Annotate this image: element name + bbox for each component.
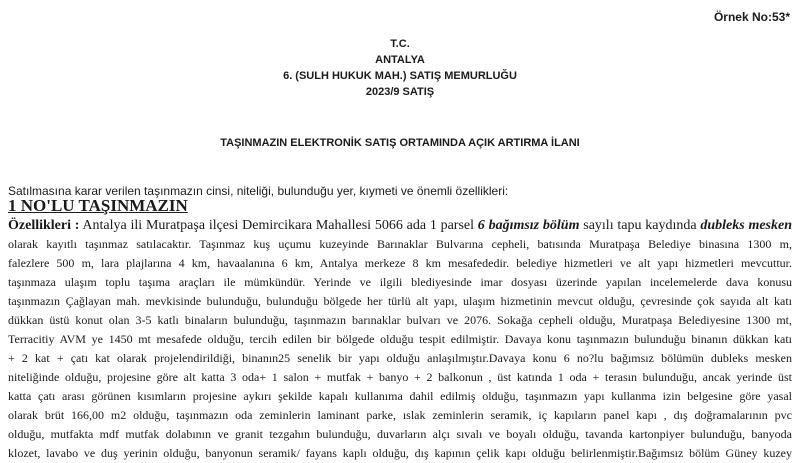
header-line: 6. (SULH HUKUK MAH.) SATIŞ MEMURLUĞU — [283, 70, 517, 82]
sample-number: Örnek No:53* — [713, 10, 790, 24]
description-line: klozet, lavabo ve duş yerinin olduğu, banyonun seramik/ fayans kaplı olduğu, dış kapının çelik kapı olduğu belirlenmiştir.Bağımsız bölüm Güney kuzey — [8, 446, 792, 460]
header-line: ANTALYA — [375, 54, 425, 66]
description-text: sayılı tapu kaydında — [579, 218, 701, 233]
description-line — [8, 216, 792, 235]
description-line: falezlere 500 m, lara plajlarına 4 km, havaalanına 6 km, Antalya merkeze 8 km mesafededir. belediye hizmetleri ve alt yapı hizmetleri mevcuttur. — [8, 256, 792, 270]
description-line: taşınmazın Çağlayan mah. mevkisinde bulunduğu, bulunduğu bölgede her türlü alt yapı, ulaşım hizmetinin mevcut olduğu, çevresinde çok sayıda alt katı — [8, 294, 792, 308]
header-line: 2023/9 SATIŞ — [365, 86, 435, 98]
property-description — [8, 216, 792, 463]
description-line: Terracitiy AVM ye 1450 mt mesafede olduğu, tercih edilen bir bölgede olduğu tespit edilmiştir. Davaya konu taşınmazın bulunduğu binanın dükkan katı — [8, 332, 792, 346]
independent-unit-text: 6 bağımsız bölüm — [477, 218, 580, 233]
description-line: dükkan üstü konut olan 3-5 katlı binaların bulunduğu, taşınmazın barınaklar bulvarı ve 2076. Sokağa cepheli olduğu, Muratpaşa Belediyesine 1300 mt, — [8, 313, 792, 327]
section-title: 1 NO'LU TAŞINMAZIN — [8, 196, 188, 215]
intro-text: Satılmasına karar verilen taşınmazın cinsi, niteliği, bulunduğu yer, kıymeti ve önemli özellikleri: — [8, 184, 509, 198]
description-text: Antalya ili Muratpaşa ilçesi Demircikara Mahallesi 5066 ada 1 parsel — [79, 218, 478, 233]
description-line: + 2 kat + çatı kat olarak projelendirildiği, binanın25 senelik bir yapı olduğu anlaşılmıştır.Davaya konu 6 no?lu bağımsız bölümün dubleks mesken — [8, 351, 792, 365]
description-line: olarak brüt 166,00 m2 olduğu, taşınmazın oda zeminlerin laminant parke, ıslak zeminlerin seramik, iç kapıların panel kapı , dış doğramalarının pvc — [8, 408, 792, 422]
description-line: katta çatı arası görünen kısımların projesine aykırı şekilde kapalı kullanıma dahil edilmiş olduğu, taşınmazın yapı kullanma izin belgesine göre yasal — [8, 389, 792, 403]
duplex-text: dubleks mesken — [700, 218, 792, 233]
description-line: niteliğinde olduğu, projesine göre alt katta 3 oda+ 1 salon + mutfak + banyo + 2 balkonun , üst katında 1 oda + terasın bulunduğu, ancak yerinde üst — [8, 370, 792, 384]
description-line: taşınmaza ulaşım toplu taşıma araçları ile mümkündür. Yerinde ve ilgili blediyesinde imar dosyası üzerinde yapılan incelemelerde dava konusu — [8, 275, 792, 289]
description-line: olduğu, mutfakta mdf mutfak dolabının ve granit tezgahın bulunduğu, duvarların alçı sıvalı ve boyalı olduğu, tavanda kartonpiyer bulunduğu, banyoda — [8, 427, 792, 441]
features-label: Özellikleri : — [8, 218, 80, 233]
announcement-title: TAŞINMAZIN ELEKTRONİK SATIŞ ORTAMINDA AÇIK ARTIRMA İLANI — [220, 137, 580, 149]
description-line: olarak kayıtlı taşınmaz satılacaktır. Taşınmaz kuş uçumu kuzeyinde Barınaklar Bulvarına cepheli, batısında Muratpaşa Belediye binasına 1300 m, — [8, 237, 792, 251]
header-line: T.C. — [390, 38, 410, 50]
document-header — [0, 36, 800, 100]
